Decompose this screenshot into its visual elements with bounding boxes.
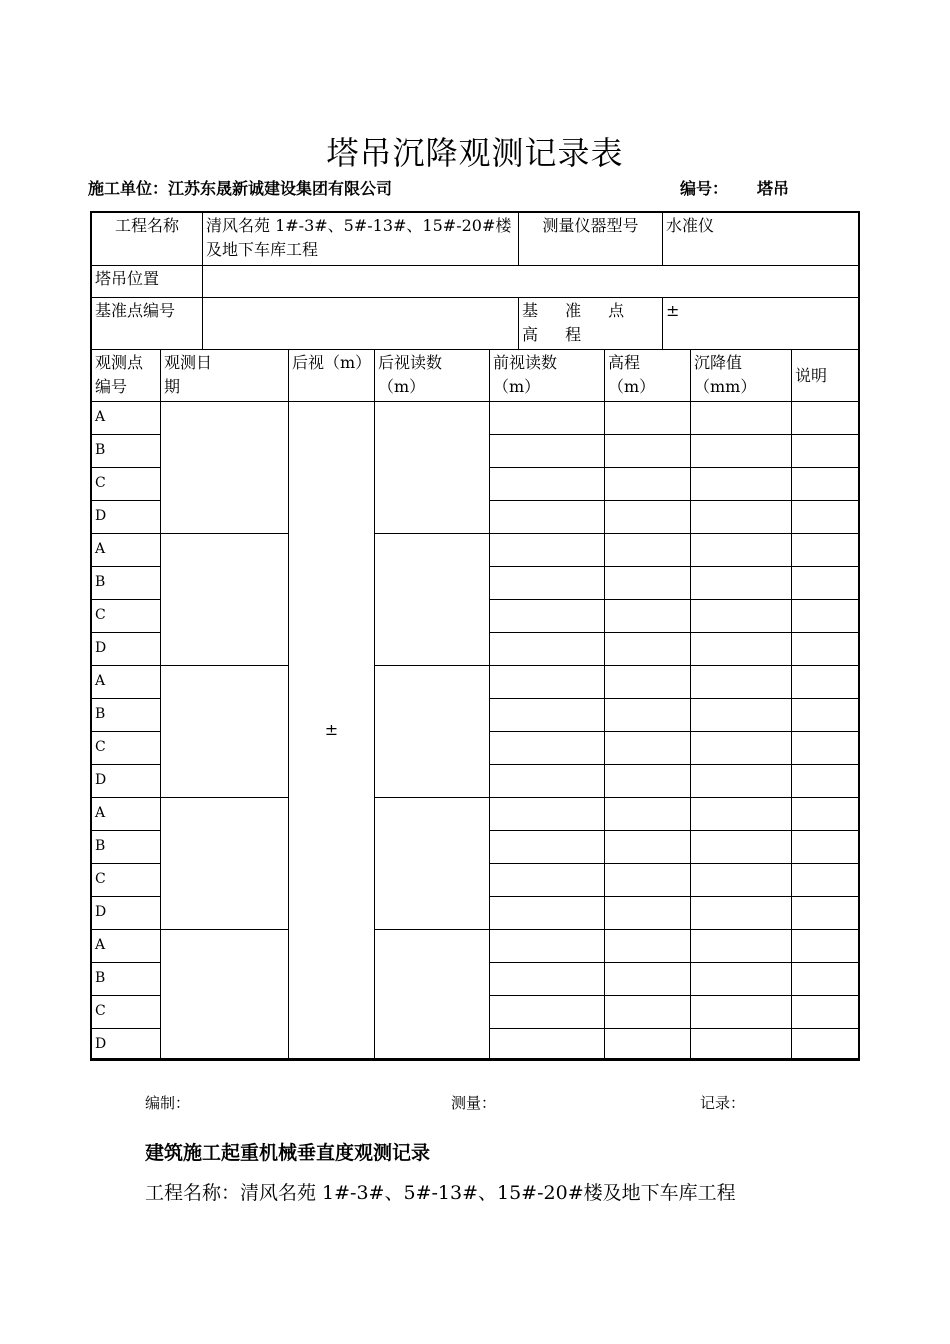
benchmark-value[interactable] xyxy=(203,298,519,350)
elevation-cell[interactable] xyxy=(605,765,691,798)
note-cell[interactable] xyxy=(792,831,860,864)
note-cell[interactable] xyxy=(792,666,860,699)
point-label: B xyxy=(92,963,161,996)
note-cell[interactable] xyxy=(792,534,860,567)
elevation-cell[interactable] xyxy=(605,666,691,699)
settlement-cell[interactable] xyxy=(691,831,792,864)
location-label: 塔吊位置 xyxy=(92,266,203,298)
elevation-cell[interactable] xyxy=(605,897,691,930)
benchmark-label: 基准点编号 xyxy=(92,298,203,350)
point-label: D xyxy=(92,633,161,666)
col-settlement: 沉降值（mm） xyxy=(691,350,792,402)
point-label: B xyxy=(92,435,161,468)
settlement-cell[interactable] xyxy=(691,699,792,732)
col-elevation: 高程（m） xyxy=(605,350,691,402)
settlement-record-form xyxy=(90,211,860,1061)
settlement-cell[interactable] xyxy=(691,501,792,534)
point-label: C xyxy=(92,732,161,765)
elevation-cell[interactable] xyxy=(605,435,691,468)
fore-reading-cell[interactable] xyxy=(490,534,605,567)
note-cell[interactable] xyxy=(792,930,860,963)
note-cell[interactable] xyxy=(792,864,860,897)
fore-reading-cell[interactable] xyxy=(490,765,605,798)
fore-reading-cell[interactable] xyxy=(490,963,605,996)
point-label: C xyxy=(92,468,161,501)
elevation-cell[interactable] xyxy=(605,864,691,897)
settlement-cell[interactable] xyxy=(691,798,792,831)
note-cell[interactable] xyxy=(792,765,860,798)
point-label: D xyxy=(92,897,161,930)
elevation-cell[interactable] xyxy=(605,930,691,963)
back-reading-cell[interactable] xyxy=(375,534,490,666)
fore-reading-cell[interactable] xyxy=(490,1029,605,1059)
date-cell[interactable] xyxy=(161,666,289,798)
settlement-cell[interactable] xyxy=(691,633,792,666)
settlement-cell[interactable] xyxy=(691,600,792,633)
col-note: 说明 xyxy=(792,350,860,402)
back-reading-cell[interactable] xyxy=(375,666,490,798)
fore-reading-cell[interactable] xyxy=(490,633,605,666)
instrument-label: 测量仪器型号 xyxy=(519,213,663,266)
project-name-value: 清风名苑 1#-3#、5#-13#、15#-20#楼及地下车库工程 xyxy=(203,213,519,266)
fore-reading-cell[interactable] xyxy=(490,864,605,897)
settlement-cell[interactable] xyxy=(691,1029,792,1059)
fore-reading-cell[interactable] xyxy=(490,996,605,1029)
col-back-reading: 后视读数（m） xyxy=(375,350,490,402)
settlement-cell[interactable] xyxy=(691,963,792,996)
back-reading-cell[interactable] xyxy=(375,798,490,930)
settlement-cell[interactable] xyxy=(691,897,792,930)
date-cell[interactable] xyxy=(161,798,289,930)
elevation-cell[interactable] xyxy=(605,1029,691,1059)
settlement-cell[interactable] xyxy=(691,666,792,699)
col-date: 观测日期 xyxy=(161,350,289,402)
code-label: 编号： xyxy=(680,179,729,198)
page-title: 塔吊沉降观测记录表 xyxy=(326,134,624,172)
col-fore-reading: 前视读数（m） xyxy=(490,350,605,402)
point-label: B xyxy=(92,831,161,864)
note-cell[interactable] xyxy=(792,567,860,600)
note-cell[interactable] xyxy=(792,633,860,666)
fore-reading-cell[interactable] xyxy=(490,897,605,930)
note-cell[interactable] xyxy=(792,435,860,468)
fore-reading-cell[interactable] xyxy=(490,732,605,765)
point-label: D xyxy=(92,501,161,534)
fore-reading-cell[interactable] xyxy=(490,666,605,699)
point-label: A xyxy=(92,402,161,435)
settlement-cell[interactable] xyxy=(691,732,792,765)
fore-reading-cell[interactable] xyxy=(490,435,605,468)
settlement-cell[interactable] xyxy=(691,402,792,435)
point-label: D xyxy=(92,765,161,798)
fore-reading-cell[interactable] xyxy=(490,567,605,600)
elevation-cell[interactable] xyxy=(605,402,691,435)
note-cell[interactable] xyxy=(792,1029,860,1059)
settlement-cell[interactable] xyxy=(691,996,792,1029)
note-cell[interactable] xyxy=(792,732,860,765)
back-reading-cell[interactable] xyxy=(375,930,490,1059)
point-label: C xyxy=(92,864,161,897)
construction-unit: 施工单位：江苏东晟新诚建设集团有限公司 xyxy=(88,179,393,198)
settlement-cell[interactable] xyxy=(691,864,792,897)
date-cell[interactable] xyxy=(161,402,289,534)
elevation-cell[interactable] xyxy=(605,633,691,666)
measured-by-label: 测量： xyxy=(451,1094,497,1112)
point-label: D xyxy=(92,1029,161,1059)
point-label: B xyxy=(92,699,161,732)
point-label: C xyxy=(92,996,161,1029)
date-cell[interactable] xyxy=(161,534,289,666)
fore-reading-cell[interactable] xyxy=(490,831,605,864)
note-cell[interactable] xyxy=(792,699,860,732)
note-cell[interactable] xyxy=(792,468,860,501)
recorded-by-label: 记录： xyxy=(700,1094,746,1112)
date-cell[interactable] xyxy=(161,930,289,1059)
note-cell[interactable] xyxy=(792,963,860,996)
elevation-cell[interactable] xyxy=(605,534,691,567)
point-label: B xyxy=(92,567,161,600)
elevation-cell[interactable] xyxy=(605,600,691,633)
elevation-cell[interactable] xyxy=(605,567,691,600)
settlement-cell[interactable] xyxy=(691,468,792,501)
sub-title: 建筑施工起重机械垂直度观测记录 xyxy=(145,1142,431,1164)
code-value: 塔吊 xyxy=(757,179,790,198)
fore-reading-cell[interactable] xyxy=(490,600,605,633)
elevation-cell[interactable] xyxy=(605,996,691,1029)
elevation-cell[interactable] xyxy=(605,963,691,996)
sub-project-name: 工程名称：清风名苑 1#-3#、5#-13#、15#-20#楼及地下车库工程 xyxy=(145,1182,736,1204)
note-cell[interactable] xyxy=(792,798,860,831)
elevation-cell[interactable] xyxy=(605,732,691,765)
elevation-cell[interactable] xyxy=(605,468,691,501)
settlement-cell[interactable] xyxy=(691,435,792,468)
settlement-cell[interactable] xyxy=(691,534,792,567)
point-label: A xyxy=(92,930,161,963)
elevation-cell[interactable] xyxy=(605,501,691,534)
elevation-cell[interactable] xyxy=(605,798,691,831)
elevation-cell[interactable] xyxy=(605,699,691,732)
benchmark-elevation-value: ± xyxy=(663,298,860,350)
note-cell[interactable] xyxy=(792,897,860,930)
point-label: C xyxy=(92,600,161,633)
point-label: A xyxy=(92,666,161,699)
point-label: A xyxy=(92,798,161,831)
fore-reading-cell[interactable] xyxy=(490,468,605,501)
note-cell[interactable] xyxy=(792,501,860,534)
col-backsight: 后视（m） xyxy=(289,350,375,402)
elevation-cell[interactable] xyxy=(605,831,691,864)
point-label: A xyxy=(92,534,161,567)
fore-reading-cell[interactable] xyxy=(490,402,605,435)
back-reading-cell[interactable] xyxy=(375,402,490,534)
col-point: 观测点编号 xyxy=(92,350,161,402)
settlement-cell[interactable] xyxy=(691,930,792,963)
settlement-cell[interactable] xyxy=(691,765,792,798)
note-cell[interactable] xyxy=(792,600,860,633)
fore-reading-cell[interactable] xyxy=(490,501,605,534)
location-value[interactable] xyxy=(203,266,860,298)
note-cell[interactable] xyxy=(792,402,860,435)
backsight-value: ± xyxy=(289,402,375,1059)
fore-reading-cell[interactable] xyxy=(490,699,605,732)
project-name-label: 工程名称 xyxy=(92,213,203,266)
benchmark-elevation-label: 基 准 点 高 程 xyxy=(519,298,663,350)
settlement-cell[interactable] xyxy=(691,567,792,600)
fore-reading-cell[interactable] xyxy=(490,930,605,963)
note-cell[interactable] xyxy=(792,996,860,1029)
instrument-value: 水准仪 xyxy=(663,213,860,266)
compiled-by-label: 编制： xyxy=(145,1094,191,1112)
fore-reading-cell[interactable] xyxy=(490,798,605,831)
